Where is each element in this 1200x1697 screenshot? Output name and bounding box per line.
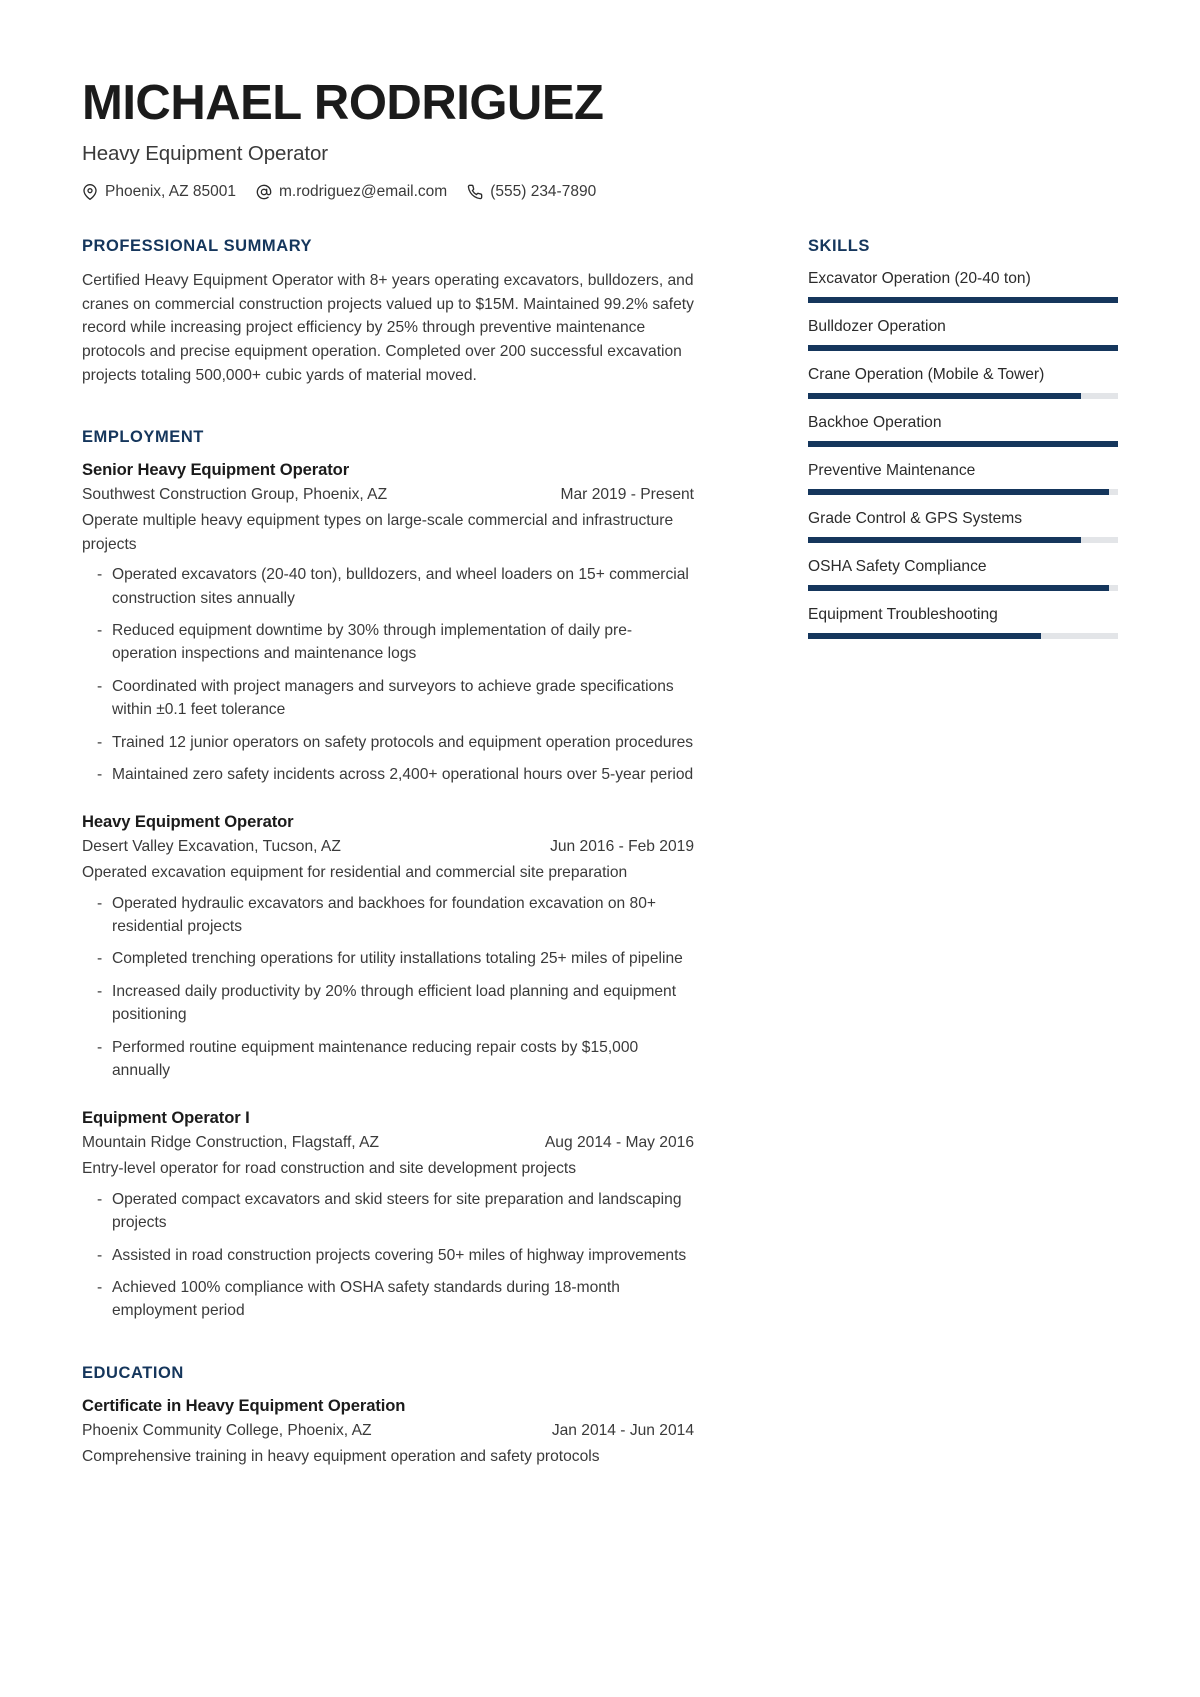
entry-dates: Jan 2014 - Jun 2014 — [551, 1421, 694, 1439]
entry-bullets — [82, 892, 694, 1083]
skill-bar-track — [808, 537, 1118, 543]
skill-item — [808, 414, 1118, 447]
entry-description: Comprehensive training in heavy equipment operation and safety protocols — [82, 1447, 600, 1465]
bullet-item: - Maintained zero safety incidents across 2,400+ operational hours over 5-year period — [82, 763, 694, 786]
skills-column — [808, 237, 1118, 639]
entry-title: Equipment Operator I — [82, 1108, 250, 1128]
skill-label: Crane Operation (Mobile & Tower) — [808, 365, 1045, 383]
skill-label: Backhoe Operation — [808, 413, 942, 431]
at-sign-icon — [256, 184, 272, 200]
contact-row — [82, 183, 1118, 201]
skill-bar-track — [808, 297, 1118, 303]
skill-bar-fill — [808, 297, 1118, 303]
entry-bullets — [82, 563, 694, 786]
skill-label: Excavator Operation (20-40 ton) — [808, 269, 1031, 287]
skill-item — [808, 318, 1118, 351]
bullet-item: - Increased daily productivity by 20% through efficient load planning and equipment positioning — [82, 980, 694, 1027]
skill-bar-fill — [808, 489, 1109, 495]
skill-bar-fill — [808, 441, 1118, 447]
section-employment — [82, 428, 694, 1322]
education-entry — [82, 1396, 694, 1468]
main-column — [82, 237, 694, 1473]
entry-meta — [82, 1134, 694, 1152]
skill-label: OSHA Safety Compliance — [808, 557, 987, 575]
candidate-job-title: Heavy Equipment Operator — [82, 141, 329, 165]
section-education — [82, 1364, 694, 1468]
entry-description: Operate multiple heavy equipment types on large-scale commercial and infrastructure projects — [82, 512, 674, 553]
entry-description: Operated excavation equipment for residential and commercial site preparation — [82, 864, 628, 882]
bullet-item: - Achieved 100% compliance with OSHA safety standards during 18-month employment period — [82, 1276, 694, 1323]
summary-text: Certified Heavy Equipment Operator with 8+ years operating excavators, bulldozers, and cranes on commercial construction projects valued up to $15M. Maintained 99.2% safety record while increasing project efficiency by 25% through preventive maintenance protocols and precise equipment operation. Completed over 200 successful excavation projects totaling 500,000+ cubic yards of material moved. — [82, 271, 694, 384]
section-professional-summary — [82, 237, 694, 387]
bullet-item: - Performed routine equipment maintenance reducing repair costs by $15,000 annually — [82, 1036, 694, 1083]
entry-dates: Jun 2016 - Feb 2019 — [550, 838, 694, 856]
contact-email-text: m.rodriguez@email.com — [279, 182, 448, 200]
location-pin-icon — [82, 184, 98, 200]
contact-location — [82, 183, 236, 201]
entry-organization: Mountain Ridge Construction, Flagstaff, AZ — [82, 1134, 380, 1152]
entry-organization: Southwest Construction Group, Phoenix, AZ — [82, 486, 388, 504]
employment-entry — [82, 812, 694, 1082]
skill-bar-track — [808, 441, 1118, 447]
entry-title: Senior Heavy Equipment Operator — [82, 460, 350, 480]
skill-label: Grade Control & GPS Systems — [808, 509, 1023, 527]
entry-title: Certificate in Heavy Equipment Operation — [82, 1395, 406, 1415]
bullet-item: - Operated excavators (20-40 ton), bulldozers, and wheel loaders on 15+ commercial construction sites annually — [82, 563, 694, 610]
entry-description: Entry-level operator for road construction and site development projects — [82, 1160, 577, 1178]
skill-item — [808, 606, 1118, 639]
skill-bar-track — [808, 489, 1118, 495]
skill-bar-track — [808, 633, 1118, 639]
skill-label: Preventive Maintenance — [808, 461, 976, 479]
skill-bar-track — [808, 585, 1118, 591]
resume-header — [82, 78, 1118, 201]
bullet-item: - Operated compact excavators and skid steers for site preparation and landscaping projects — [82, 1188, 694, 1235]
candidate-name: MICHAEL RODRIGUEZ — [82, 76, 604, 130]
bullet-item: - Operated hydraulic excavators and backhoes for foundation excavation on 80+ residential projects — [82, 892, 694, 939]
skill-item — [808, 558, 1118, 591]
entry-organization: Phoenix Community College, Phoenix, AZ — [82, 1421, 372, 1439]
skill-label: Bulldozer Operation — [808, 317, 946, 335]
entry-meta — [82, 486, 694, 504]
entry-dates: Aug 2014 - May 2016 — [544, 1134, 694, 1152]
contact-email — [256, 183, 447, 201]
section-heading-skills: SKILLS — [808, 236, 870, 255]
section-heading-employment: EMPLOYMENT — [82, 428, 204, 447]
entry-meta — [82, 1422, 694, 1440]
contact-phone-text: (555) 234-7890 — [490, 182, 597, 200]
skill-item — [808, 366, 1118, 399]
skill-bar-fill — [808, 345, 1118, 351]
skill-item — [808, 270, 1118, 303]
bullet-item: - Trained 12 junior operators on safety protocols and equipment operation procedures — [82, 731, 694, 754]
phone-icon — [467, 184, 483, 200]
skill-bar-fill — [808, 393, 1081, 399]
entry-title: Heavy Equipment Operator — [82, 812, 294, 832]
skill-label: Equipment Troubleshooting — [808, 605, 998, 623]
entry-bullets — [82, 1188, 694, 1323]
employment-entry — [82, 1108, 694, 1322]
skill-bar-fill — [808, 585, 1109, 591]
contact-phone — [467, 183, 596, 201]
contact-location-text: Phoenix, AZ 85001 — [105, 182, 236, 200]
entry-organization: Desert Valley Excavation, Tucson, AZ — [82, 838, 341, 856]
section-heading-summary: PROFESSIONAL SUMMARY — [82, 236, 313, 255]
bullet-item: - Assisted in road construction projects covering 50+ miles of highway improvements — [82, 1244, 694, 1267]
bullet-item: - Reduced equipment downtime by 30% through implementation of daily pre-operation inspections and maintenance logs — [82, 619, 694, 666]
bullet-item: - Coordinated with project managers and surveyors to achieve grade specifications within ±0.1 feet tolerance — [82, 675, 694, 722]
employment-entry — [82, 460, 694, 786]
skill-bar-track — [808, 393, 1118, 399]
skill-item — [808, 462, 1118, 495]
resume-body — [82, 237, 1118, 1473]
bullet-item: - Completed trenching operations for utility installations totaling 25+ miles of pipeline — [82, 947, 694, 970]
section-heading-education: EDUCATION — [82, 1363, 184, 1382]
skill-bar-fill — [808, 537, 1081, 543]
skill-bar-fill — [808, 633, 1041, 639]
entry-meta — [82, 838, 694, 856]
skill-item — [808, 510, 1118, 543]
skill-bar-track — [808, 345, 1118, 351]
entry-dates: Mar 2019 - Present — [560, 486, 694, 504]
